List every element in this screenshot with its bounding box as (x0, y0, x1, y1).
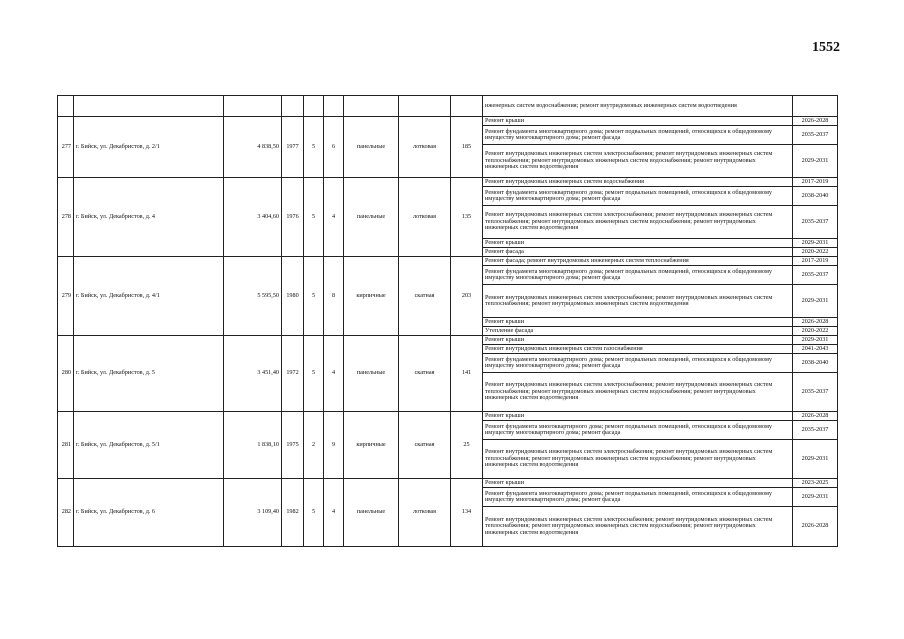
work-period-cell: 2029-2031 (793, 488, 838, 507)
row-number-cell: 277 (58, 117, 74, 178)
year-cell: 1982 (282, 479, 304, 547)
row-number-cell: 281 (58, 412, 74, 479)
table-row (58, 336, 838, 345)
work-name-cell: Ремонт крыши (483, 479, 793, 488)
entrances-cell: 6 (324, 117, 344, 178)
entrances-cell: 4 (324, 178, 344, 257)
work-period-cell: 2023-2025 (793, 479, 838, 488)
walls-cell: панельные (344, 479, 399, 547)
row-number-cell: 280 (58, 336, 74, 412)
entrances-cell: 4 (324, 336, 344, 412)
work-period-cell: 2020-2022 (793, 248, 838, 257)
address-cell: г. Бийск, ул. Декабристов, д. 5/1 (74, 412, 224, 479)
table-row (58, 412, 838, 421)
area-cell: 3 404,60 (224, 178, 282, 257)
work-name-cell: Ремонт внутридомовых инженерных систем электроснабжения; ремонт внутридомовых инженерных систем теплоснабжения; ремонт внутридомовых инженерных систем водоснабжения; ремонт внутридомовых инженерных систем водоотведения (483, 440, 793, 479)
roof-cell: лотковая (399, 178, 451, 257)
area-cell: 4 838,50 (224, 117, 282, 178)
work-period-cell: 2017-2019 (793, 257, 838, 266)
walls-cell: панельные (344, 178, 399, 257)
residents-cell: 141 (451, 336, 483, 412)
table-row (58, 479, 838, 488)
work-period-cell: 2029-2031 (793, 239, 838, 248)
table-row (58, 178, 838, 187)
work-name-cell: Ремонт внутридомовых инженерных систем газоснабжения (483, 345, 793, 354)
roof-cell: скатная (399, 336, 451, 412)
work-period-cell: 2035-2037 (793, 421, 838, 440)
work-name-cell: Ремонт внутридомовых инженерных систем водоснабжения (483, 178, 793, 187)
roof-cell: лотковая (399, 117, 451, 178)
area-cell: 5 595,50 (224, 257, 282, 336)
work-name-cell: Ремонт внутридомовых инженерных систем электроснабжения; ремонт внутридомовых инженерных систем теплоснабжения; ремонт внутридомовых инженерных систем водоснабжения; ремонт внутридомовых инженерных систем водоотведения (483, 206, 793, 239)
area-cell: 3 451,40 (224, 336, 282, 412)
work-name-cell: Ремонт фундамента многоквартирного дома; ремонт подвальных помещений, относящихся к общедомовому имуществу многоквартирного дома; ремонт фасада (483, 126, 793, 145)
row-number-cell: 278 (58, 178, 74, 257)
work-period-cell: 2017-2019 (793, 178, 838, 187)
work-name-cell: Ремонт крыши (483, 117, 793, 126)
roof-cell: скатная (399, 257, 451, 336)
floors-cell: 5 (304, 178, 324, 257)
work-name-cell: Ремонт фундамента многоквартирного дома; ремонт подвальных помещений, относящихся к общедомовому имуществу многоквартирного дома; ремонт фасада (483, 354, 793, 373)
entrances-cell: 8 (324, 257, 344, 336)
floors-cell: 2 (304, 412, 324, 479)
work-name-cell: Ремонт крыши (483, 318, 793, 327)
table-row (58, 117, 838, 126)
address-cell: г. Бийск, ул. Декабристов, д. 4 (74, 178, 224, 257)
year-cell: 1975 (282, 412, 304, 479)
address-cell: г. Бийск, ул. Декабристов, д. 4/1 (74, 257, 224, 336)
residents-cell: 203 (451, 257, 483, 336)
work-period-cell: 2026-2028 (793, 507, 838, 547)
work-name-cell: Ремонт фасада; ремонт внутридомовых инженерных систем теплоснабжения (483, 257, 793, 266)
work-name-cell: Ремонт внутридомовых инженерных систем электроснабжения; ремонт внутридомовых инженерных систем теплоснабжения; ремонт внутридомовых инженерных систем водоотведения (483, 285, 793, 318)
work-name-cell: Ремонт фасада (483, 248, 793, 257)
year-cell: 1980 (282, 257, 304, 336)
year-cell: 1976 (282, 178, 304, 257)
year-cell: 1977 (282, 117, 304, 178)
work-period-cell: 2029-2031 (793, 440, 838, 479)
work-period-cell: 2026-2028 (793, 117, 838, 126)
floors-cell: 5 (304, 336, 324, 412)
register-table (57, 95, 838, 547)
entrances-cell: 4 (324, 479, 344, 547)
work-name-cell: Ремонт крыши (483, 412, 793, 421)
continuation-row (58, 96, 838, 117)
residents-cell: 134 (451, 479, 483, 547)
work-name-cell: Ремонт крыши (483, 336, 793, 345)
work-name-cell: Ремонт внутридомовых инженерных систем электроснабжения; ремонт внутридомовых инженерных систем теплоснабжения; ремонт внутридомовых инженерных систем водоснабжения; ремонт внутридомовых инженерных систем водоотведения (483, 373, 793, 412)
work-name-cell: Ремонт внутридомовых инженерных систем электроснабжения; ремонт внутридомовых инженерных систем теплоснабжения; ремонт внутридомовых инженерных систем водоснабжения; ремонт внутридомовых инженерных систем водоотведения (483, 507, 793, 547)
work-period-cell: 2035-2037 (793, 373, 838, 412)
work-period-cell: 2035-2037 (793, 266, 838, 285)
work-period-cell: 2038-2040 (793, 354, 838, 373)
work-cell: нженерных систем водоснабжения; ремонт внутридомовых инженерных систем водоотведения (483, 96, 793, 117)
walls-cell: кирпичные (344, 412, 399, 479)
row-number-cell: 279 (58, 257, 74, 336)
roof-cell: скатная (399, 412, 451, 479)
work-period-cell: 2020-2022 (793, 327, 838, 336)
walls-cell: панельные (344, 336, 399, 412)
table-row (58, 257, 838, 266)
work-period-cell: 2026-2028 (793, 318, 838, 327)
work-period-cell: 2041-2043 (793, 345, 838, 354)
work-name-cell: Утепление фасада (483, 327, 793, 336)
work-period-cell: 2035-2037 (793, 126, 838, 145)
work-period-cell: 2029-2031 (793, 145, 838, 178)
address-cell: г. Бийск, ул. Декабристов, д. 5 (74, 336, 224, 412)
residents-cell: 135 (451, 178, 483, 257)
residents-cell: 185 (451, 117, 483, 178)
walls-cell: кирпичные (344, 257, 399, 336)
floors-cell: 5 (304, 479, 324, 547)
roof-cell: лотковая (399, 479, 451, 547)
work-name-cell: Ремонт фундамента многоквартирного дома; ремонт подвальных помещений, относящихся к общедомовому имуществу многоквартирного дома; ремонт фасада (483, 488, 793, 507)
area-cell: 3 109,40 (224, 479, 282, 547)
work-name-cell: Ремонт фундамента многоквартирного дома; ремонт подвальных помещений, относящихся к общедомовому имуществу многоквартирного дома; ремонт фасада (483, 266, 793, 285)
page-number: 1552 (812, 40, 840, 55)
address-cell: г. Бийск, ул. Декабристов, д. 2/1 (74, 117, 224, 178)
year-cell: 1972 (282, 336, 304, 412)
work-period-cell: 2029-2031 (793, 285, 838, 318)
work-name-cell: Ремонт фундамента многоквартирного дома; ремонт подвальных помещений, относящихся к общедомовому имуществу многоквартирного дома; ремонт фасада (483, 187, 793, 206)
area-cell: 1 838,10 (224, 412, 282, 479)
work-period-cell: 2038-2040 (793, 187, 838, 206)
entrances-cell: 9 (324, 412, 344, 479)
work-name-cell: Ремонт фундамента многоквартирного дома; ремонт подвальных помещений, относящихся к общедомовому имуществу многоквартирного дома; ремонт фасада (483, 421, 793, 440)
address-cell: г. Бийск, ул. Декабристов, д. 6 (74, 479, 224, 547)
work-name-cell: Ремонт крыши (483, 239, 793, 248)
work-period-cell: 2029-2031 (793, 336, 838, 345)
row-number-cell: 282 (58, 479, 74, 547)
work-period-cell: 2026-2028 (793, 412, 838, 421)
walls-cell: панельные (344, 117, 399, 178)
work-name-cell: Ремонт внутридомовых инженерных систем электроснабжения; ремонт внутридомовых инженерных систем теплоснабжения; ремонт внутридомовых инженерных систем водоснабжения; ремонт внутридомовых инженерных систем водоотведения (483, 145, 793, 178)
floors-cell: 5 (304, 257, 324, 336)
residents-cell: 25 (451, 412, 483, 479)
register-body (58, 96, 838, 547)
work-period-cell: 2035-2037 (793, 206, 838, 239)
floors-cell: 5 (304, 117, 324, 178)
